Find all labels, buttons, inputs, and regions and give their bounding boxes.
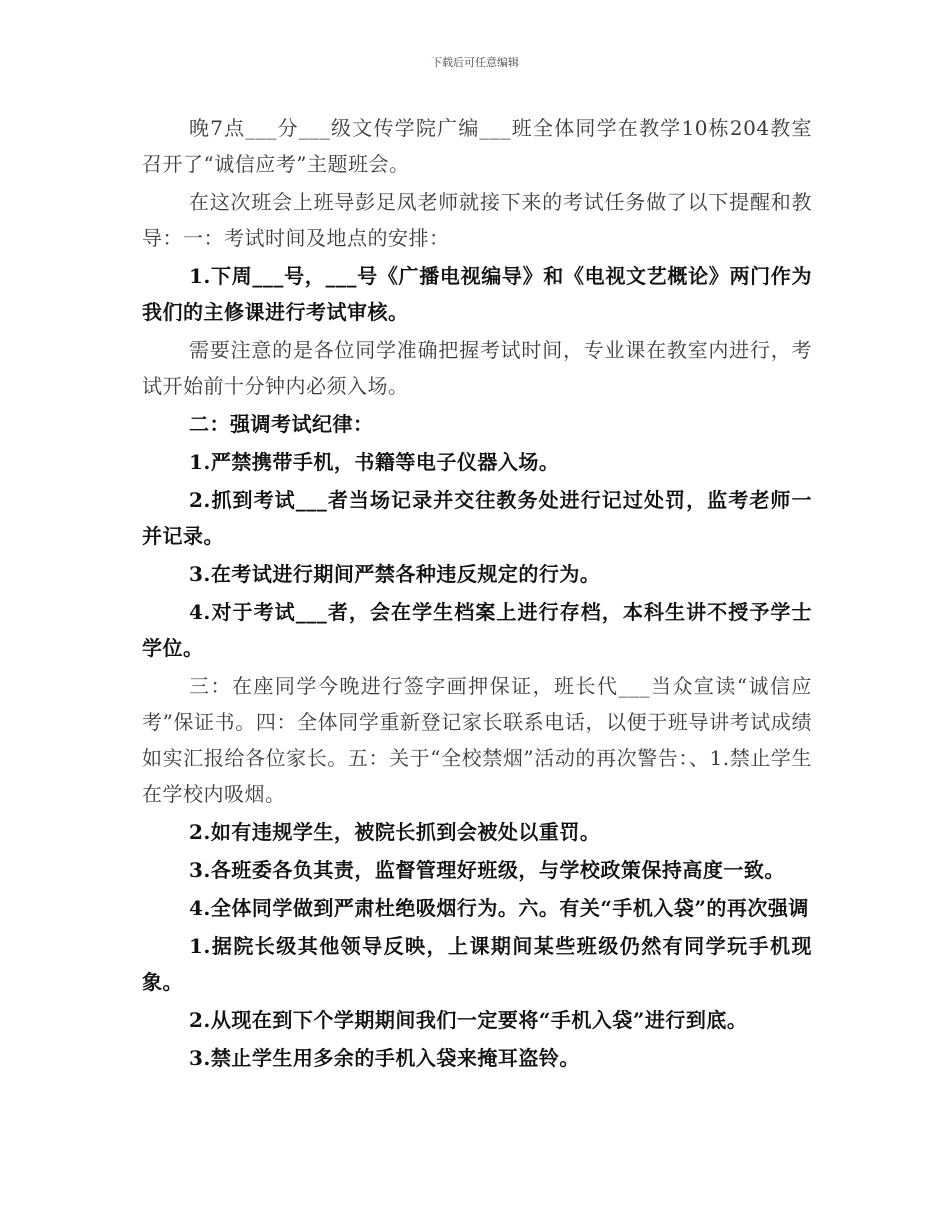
smoking-item-3: 3.各班委各负其责，监督管理好班级，与学校政策保持高度一致。: [189, 858, 785, 882]
paragraph-exam-schedule: 1.下周___号，___号《广播电视编导》和《电视文艺概论》两门作为我们的主修课进行考试审核。: [142, 264, 812, 324]
paragraph-sections-3-5: 三：在座同学今晚进行签字画押保证，班长代___当众宣读“诚信应考”保证书。四：全体同学重新登记家长联系电话，以便于班导讲考试成绩如实汇报给各位家长。五：关于“全校禁烟”活动的再次警告：、1.禁止学生在学校内吸烟。: [142, 674, 812, 806]
smoking-item-2: 2.如有违规学生，被院长抓到会被处以重罚。: [189, 820, 601, 844]
document-body: [142, 110, 812, 1078]
phone-item-2: 2.从现在到下个学期期间我们一定要将“手机入袋”进行到底。: [189, 1008, 748, 1032]
phone-item-3: 3.禁止学生用多余的手机入袋来掩耳盗铃。: [189, 1046, 580, 1070]
discipline-item-4: 4.对于考试___者，会在学生档案上进行存档，本科生讲不授予学士学位。: [142, 600, 812, 660]
paragraph-exam-time-note: 需要注意的是各位同学准确把握考试时间，专业课在教室内进行，考试开始前十分钟内必须入场。: [142, 338, 812, 398]
discipline-item-2: 2.抓到考试___者当场记录并交往教务处进行记过处罚，监考老师一并记录。: [142, 488, 812, 548]
discipline-item-3: 3.在考试进行期间严禁各种违反规定的行为。: [189, 562, 601, 586]
discipline-item-1: 1.严禁携带手机，书籍等电子仪器入场。: [189, 450, 560, 474]
paragraph-teacher-reminder: 在这次班会上班导彭足凤老师就接下来的考试任务做了以下提醒和教导：一：考试时间及地点的安排：: [142, 190, 812, 250]
smoking-item-4: 4.全体同学做到严肃杜绝吸烟行为。六。有关“手机入袋”的再次强调: [189, 896, 809, 920]
paragraph-meeting-intro: 晚7点___分___级文传学院广编___班全体同学在教学10栋204教室召开了“诚信应考”主题班会。: [142, 116, 812, 176]
page-header: 下载后可任意编辑: [431, 56, 519, 69]
phone-item-1: 1.据院长级其他领导反映，上课期间某些班级仍然有同学玩手机现象。: [142, 934, 812, 994]
section-heading-discipline: 二：强调考试纪律：: [189, 412, 374, 436]
